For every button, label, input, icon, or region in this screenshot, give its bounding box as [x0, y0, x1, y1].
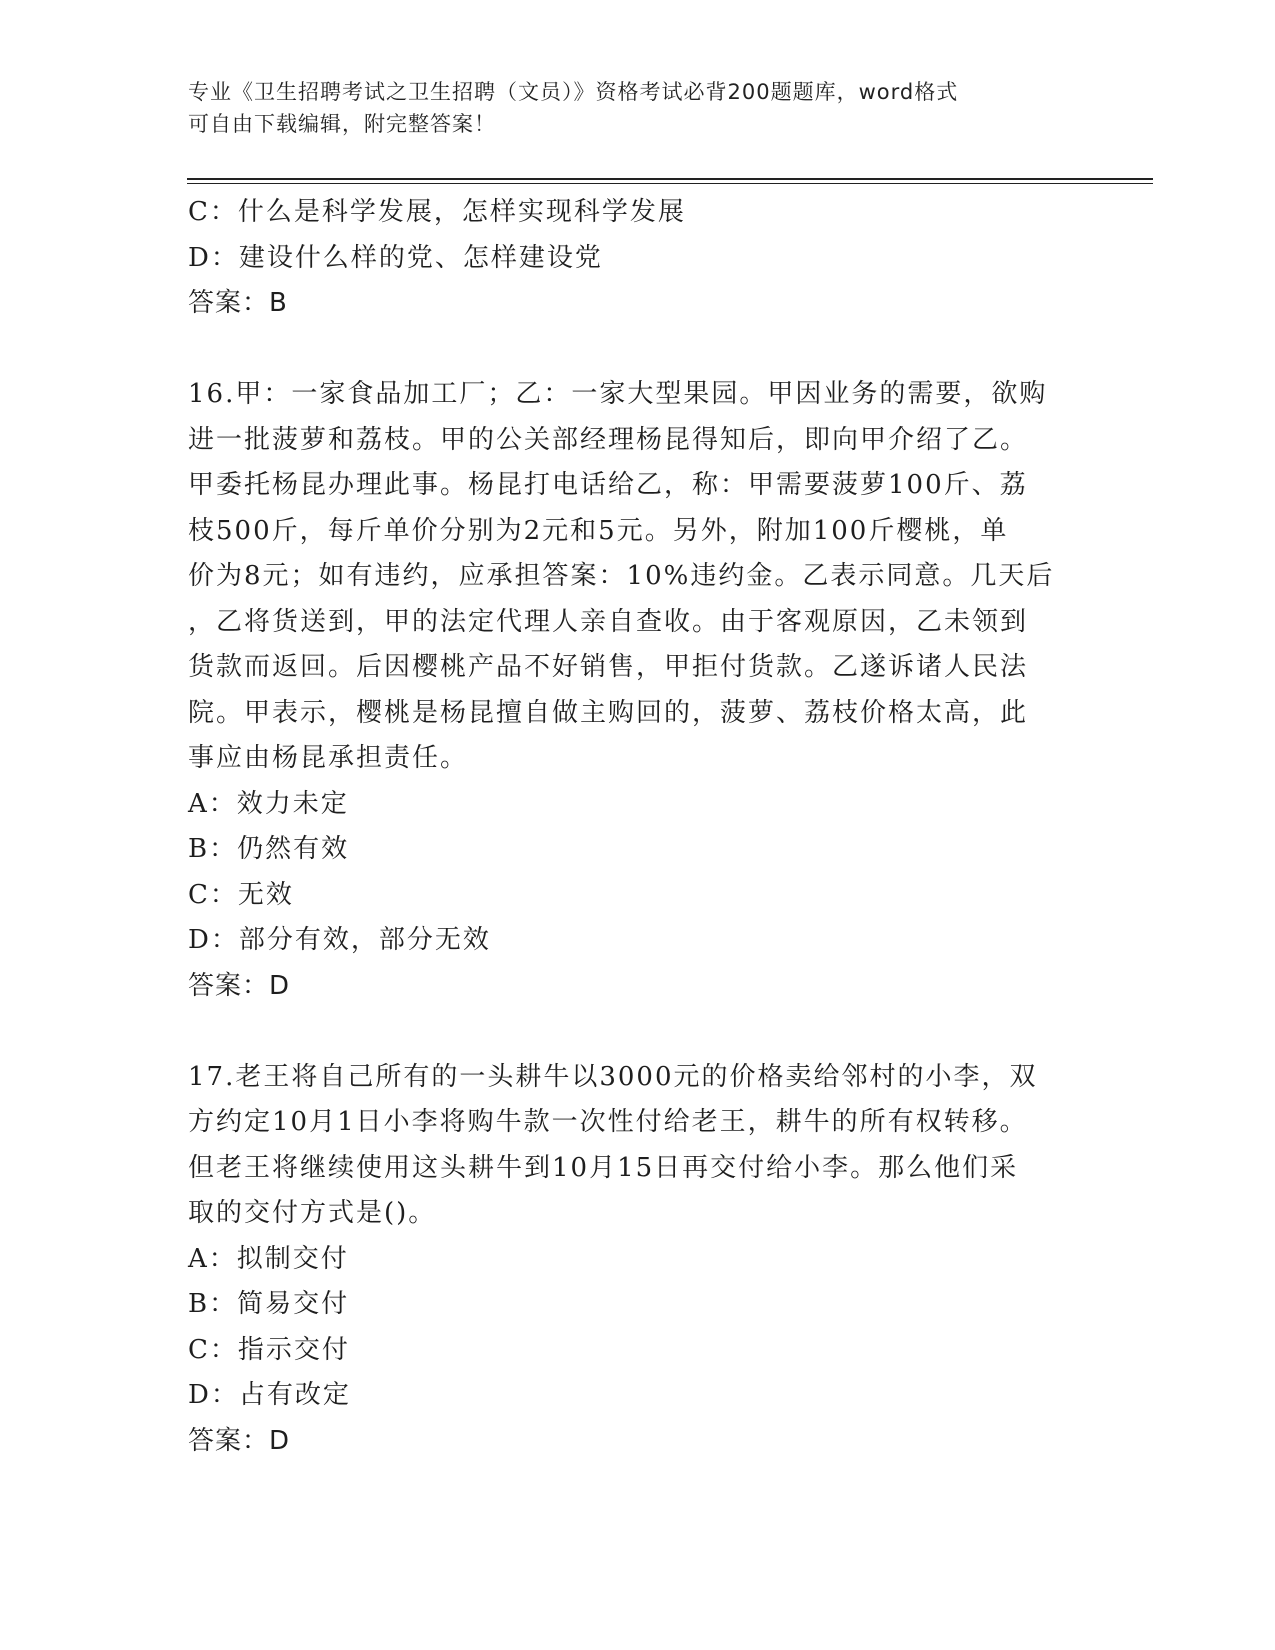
spacer: [188, 327, 1068, 373]
option-c: C：指示交付: [188, 1334, 350, 1365]
answer-line: 答案：D: [188, 1425, 291, 1456]
header-line-2: 可自由下载编辑，附完整答案！: [188, 112, 496, 136]
option-a: A：效力未定: [188, 788, 349, 819]
option-a: A：拟制交付: [188, 1243, 349, 1274]
option-d: D：建设什么样的党、怎样建设党: [188, 242, 603, 273]
question-16: [188, 372, 1068, 1009]
spacer: [188, 1009, 1068, 1055]
question-text-line: 但老王将继续使用这头耕牛到10月15日再交付给小李。那么他们采: [188, 1152, 1019, 1183]
answer-line: 答案：B: [188, 288, 288, 318]
question-text-line: 枝500斤，每斤单价分别为2元和5元。另外，附加100斤樱桃，单: [188, 515, 1009, 546]
question-text-line: 17.老王将自己所有的一头耕牛以3000元的价格卖给邻村的小李，双: [188, 1061, 1038, 1092]
option-d: D：占有改定: [188, 1380, 351, 1410]
question-text-line: 货款而返回。后因樱桃产品不好销售，甲拒付货款。乙遂诉诸人民法: [188, 652, 1029, 682]
header-divider-thin: [187, 183, 1153, 184]
option-c: C：无效: [188, 879, 294, 910]
option-c: C：什么是科学发展，怎样实现科学发展: [188, 197, 686, 227]
question-text-line: 方约定10月1日小李将购牛款一次性付给老王，耕牛的所有权转移。: [188, 1107, 1028, 1137]
option-d: D：部分有效，部分无效: [188, 925, 491, 955]
question-text-line: 进一批菠萝和荔枝。甲的公关部经理杨昆得知后，即向甲介绍了乙。: [188, 424, 1029, 455]
question-text-line: 事应由杨昆承担责任。: [188, 743, 469, 773]
question-17: [188, 1055, 1068, 1465]
header-divider: [187, 178, 1153, 180]
question-text-line: 价为8元；如有违约，应承担答案：10%违约金。乙表示同意。几天后: [188, 561, 1055, 591]
question-text-line: 院。甲表示，樱桃是杨昆擅自做主购回的，菠萝、荔枝价格太高，此: [188, 697, 1029, 728]
document-body: [188, 190, 1068, 1464]
question-text-line: 取的交付方式是()。: [188, 1198, 437, 1228]
question-text-line: 甲委托杨昆办理此事。杨昆打电话给乙，称：甲需要菠萝100斤、荔: [188, 470, 1028, 500]
answer-line: 答案：D: [188, 970, 291, 1001]
question-text-line: 16.甲：一家食品加工厂；乙：一家大型果园。甲因业务的需要，欲购: [188, 379, 1048, 409]
option-b: B：仍然有效: [188, 834, 350, 864]
document-header: [188, 76, 1088, 140]
option-b: B：简易交付: [188, 1289, 350, 1319]
header-line-1: 专业《卫生招聘考试之卫生招聘（文员）》资格考试必背200题题库，word格式: [188, 80, 959, 104]
question-text-line: ，乙将货送到，甲的法定代理人亲自查收。由于客观原因，乙未领到: [188, 606, 1029, 637]
